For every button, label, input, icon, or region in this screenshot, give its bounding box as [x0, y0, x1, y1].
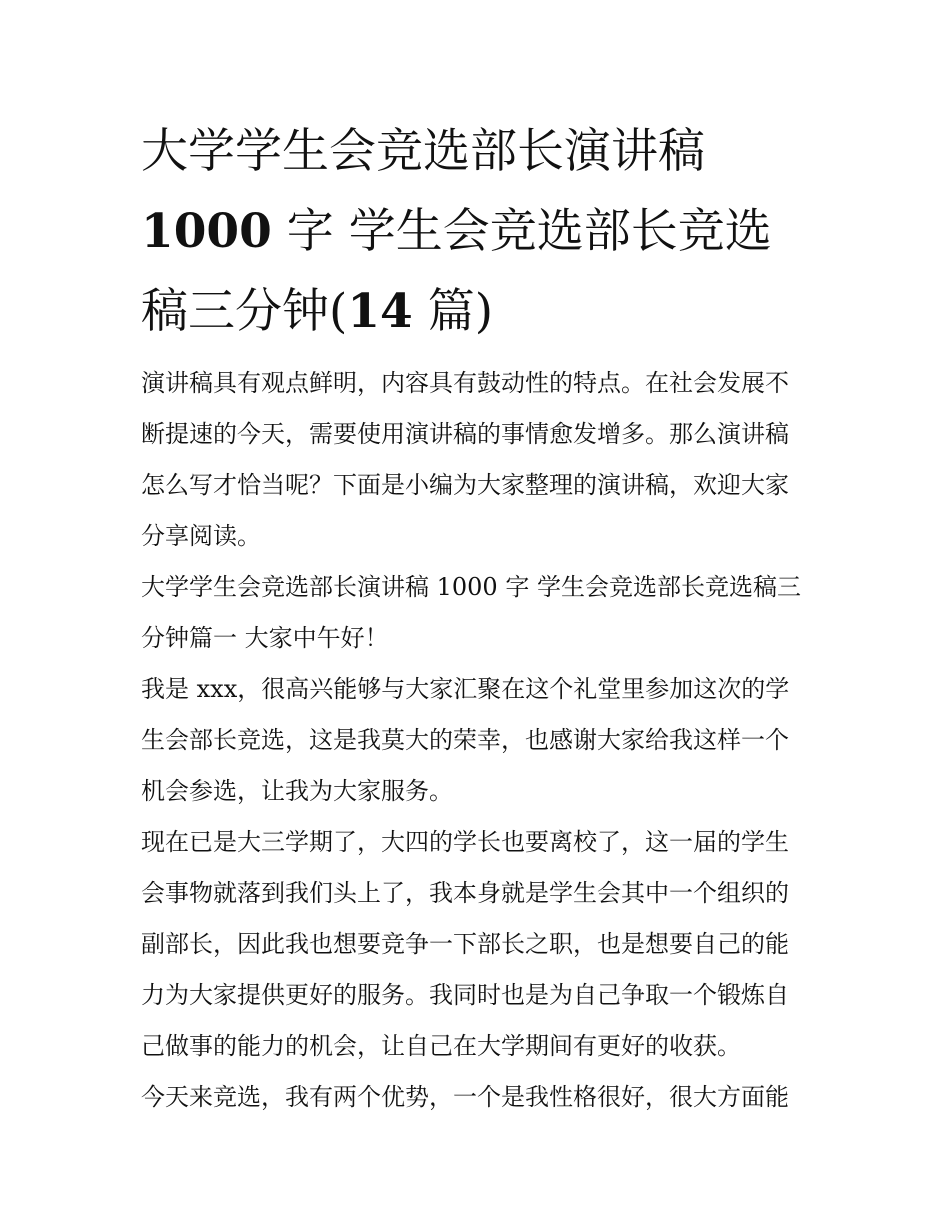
paragraph-line: 副部长，因此我也想要竞争一下部长之职，也是想要自己的能 [141, 930, 789, 958]
document-content [141, 112, 813, 1123]
paragraph-intro [141, 358, 813, 562]
paragraph-section-heading [141, 562, 813, 664]
title-line-2 [141, 192, 813, 272]
paragraph-self-intro [141, 664, 813, 817]
paragraph-line: 现在已是大三学期了，大四的学长也要离校了，这一届的学生 [141, 828, 789, 856]
paragraph-line: 演讲稿具有观点鲜明，内容具有鼓动性的特点。在社会发展不 [141, 369, 789, 397]
paragraph-line: 我是 xxx，很高兴能够与大家汇聚在这个礼堂里参加这次的学 [141, 675, 790, 703]
paragraph-line: 会事物就落到我们头上了，我本身就是学生会其中一个组织的 [141, 879, 789, 907]
title-line-3 [141, 272, 813, 352]
paragraph-motivation [141, 817, 813, 1072]
title-number: 14 [347, 284, 413, 339]
paragraph-line: 己做事的能力的机会，让自己在大学期间有更好的收获。 [141, 1032, 741, 1060]
paragraph-line: 分享阅读。 [141, 522, 261, 550]
paragraph-advantages [141, 1072, 813, 1123]
title-text: 字 学生会竞选部长竞选 [271, 204, 772, 259]
paragraph-line: 大学学生会竞选部长演讲稿 1000 字 学生会竞选部长竞选稿三 [141, 573, 801, 601]
paragraph-line: 今天来竞选，我有两个优势，一个是我性格很好，很大方面能 [141, 1083, 789, 1111]
paragraph-line: 断提速的今天，需要使用演讲稿的事情愈发增多。那么演讲稿 [141, 420, 789, 448]
paragraph-line: 怎么写才恰当呢？下面是小编为大家整理的演讲稿，欢迎大家 [141, 471, 789, 499]
title-line-1 [141, 112, 813, 192]
paragraph-line: 机会参选，让我为大家服务。 [141, 777, 453, 805]
document-title [141, 112, 813, 352]
paragraph-line: 生会部长竞选，这是我莫大的荣幸，也感谢大家给我这样一个 [141, 726, 789, 754]
title-text: 稿三分钟( [141, 284, 348, 339]
paragraph-line: 力为大家提供更好的服务。我同时也是为自己争取一个锻炼自 [141, 981, 789, 1009]
title-number: 1000 [141, 204, 272, 259]
title-text: 篇) [412, 284, 494, 339]
title-text: 大学学生会竞选部长演讲稿 [141, 124, 705, 179]
paragraph-line: 分钟篇一 大家中午好！ [141, 624, 389, 652]
